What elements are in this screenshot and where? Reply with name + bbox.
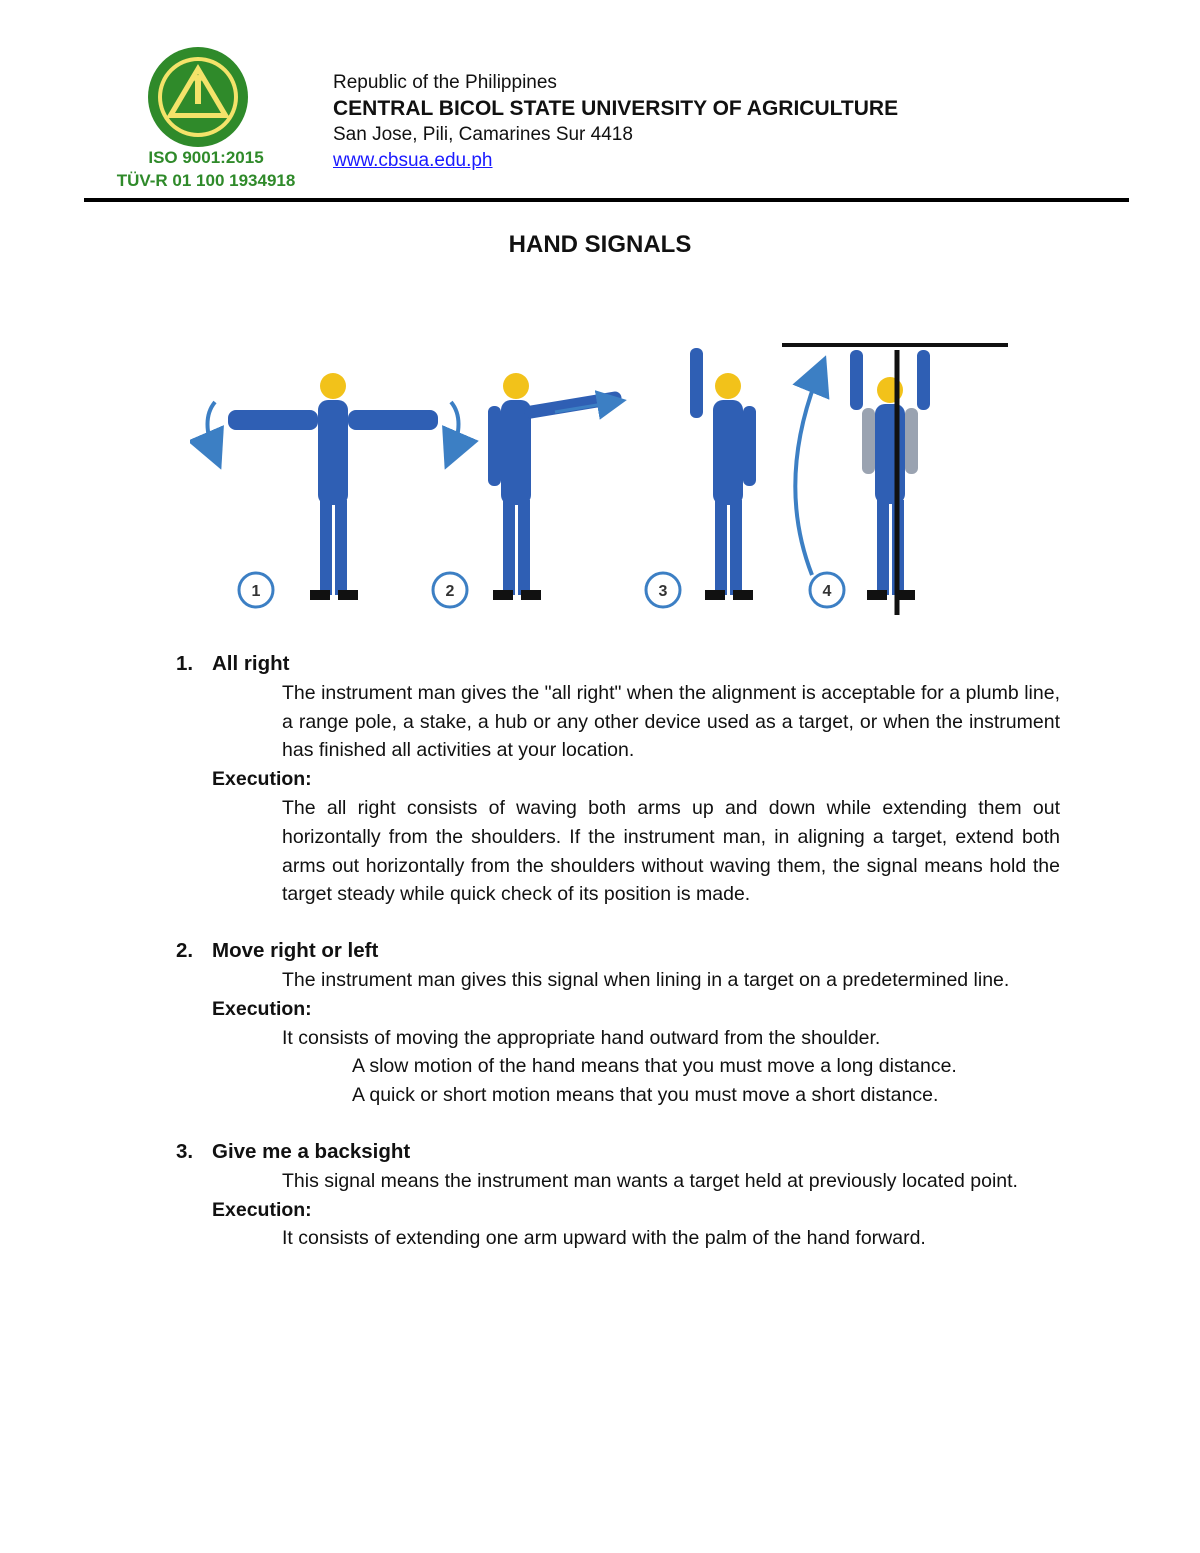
execution-label: Execution: [212, 1198, 312, 1221]
signal-number: 1. [176, 652, 194, 675]
iso-certification [96, 146, 316, 192]
figure-2-move-right-or-left [488, 373, 615, 600]
university-seal-logo [147, 46, 249, 148]
figure-4-pole-signal [782, 345, 1008, 615]
execution-text: It consists of moving the appropriate hand outward from the shoulder. [282, 1026, 881, 1049]
signals-list [176, 650, 1060, 1281]
signal-description: The instrument man gives the "all right" when the alignment is acceptable for a plumb line, a range pole, a stake, a hub or any other device used as a target, or when the instrument has finished all activities at your location. [282, 681, 1060, 762]
figure-1-all-right [208, 373, 459, 600]
figure-label-2: 2 [445, 583, 455, 600]
figure-label-1: 1 [251, 583, 261, 600]
signal-heading [176, 650, 1060, 679]
iso-standard: ISO 9001:2015 [148, 148, 264, 167]
execution-text: It consists of extending one arm upward with the palm of the hand forward. [282, 1227, 926, 1250]
signal-number: 2. [176, 939, 194, 963]
signal-item [176, 937, 1060, 1110]
signal-title: All right [212, 652, 290, 675]
header-divider [84, 198, 1129, 202]
execution-label: Execution: [212, 768, 312, 791]
republic-line: Republic of the Philippines [333, 72, 557, 93]
website-link[interactable]: www.cbsua.edu.ph [333, 150, 493, 171]
execution-text: The all right consists of waving both arms up and down while extending them out horizontally from the shoulders. If the instrument man, in aligning a target, extend both arms out horizontally from the shoulders without waving them, the signal means hold the target steady while quick check of its position is made. [282, 796, 1060, 906]
execution-detail: A quick or short motion means that you must move a short distance. [352, 1084, 939, 1107]
figure-label-3: 3 [658, 583, 668, 600]
signal-title: Move right or left [212, 939, 379, 963]
hand-signals-illustration [190, 320, 1040, 640]
signal-description: This signal means the instrument man wants a target held at previously located point. [282, 1169, 1018, 1192]
signal-heading [176, 937, 1060, 966]
signal-title: Give me a backsight [212, 1139, 411, 1163]
signal-heading [176, 1138, 1060, 1167]
execution-label: Execution: [212, 997, 312, 1020]
figure-3-give-me-a-backsight [690, 348, 756, 600]
tuv-number: TÜV-R 01 100 1934918 [116, 171, 296, 190]
address-line: San Jose, Pili, Camarines Sur 4418 [333, 124, 633, 145]
university-name: CENTRAL BICOL STATE UNIVERSITY OF AGRICULTURE [333, 97, 899, 120]
signal-number: 3. [176, 1139, 194, 1163]
execution-detail: A slow motion of the hand means that you must move a long distance. [352, 1055, 957, 1078]
page-title: HAND SIGNALS [508, 231, 692, 258]
letterhead [333, 70, 1093, 174]
signal-item [176, 650, 1060, 909]
figure-label-4: 4 [822, 583, 832, 600]
signal-description: The instrument man gives this signal when lining in a target on a predetermined line. [282, 968, 1010, 991]
signal-item [176, 1138, 1060, 1253]
